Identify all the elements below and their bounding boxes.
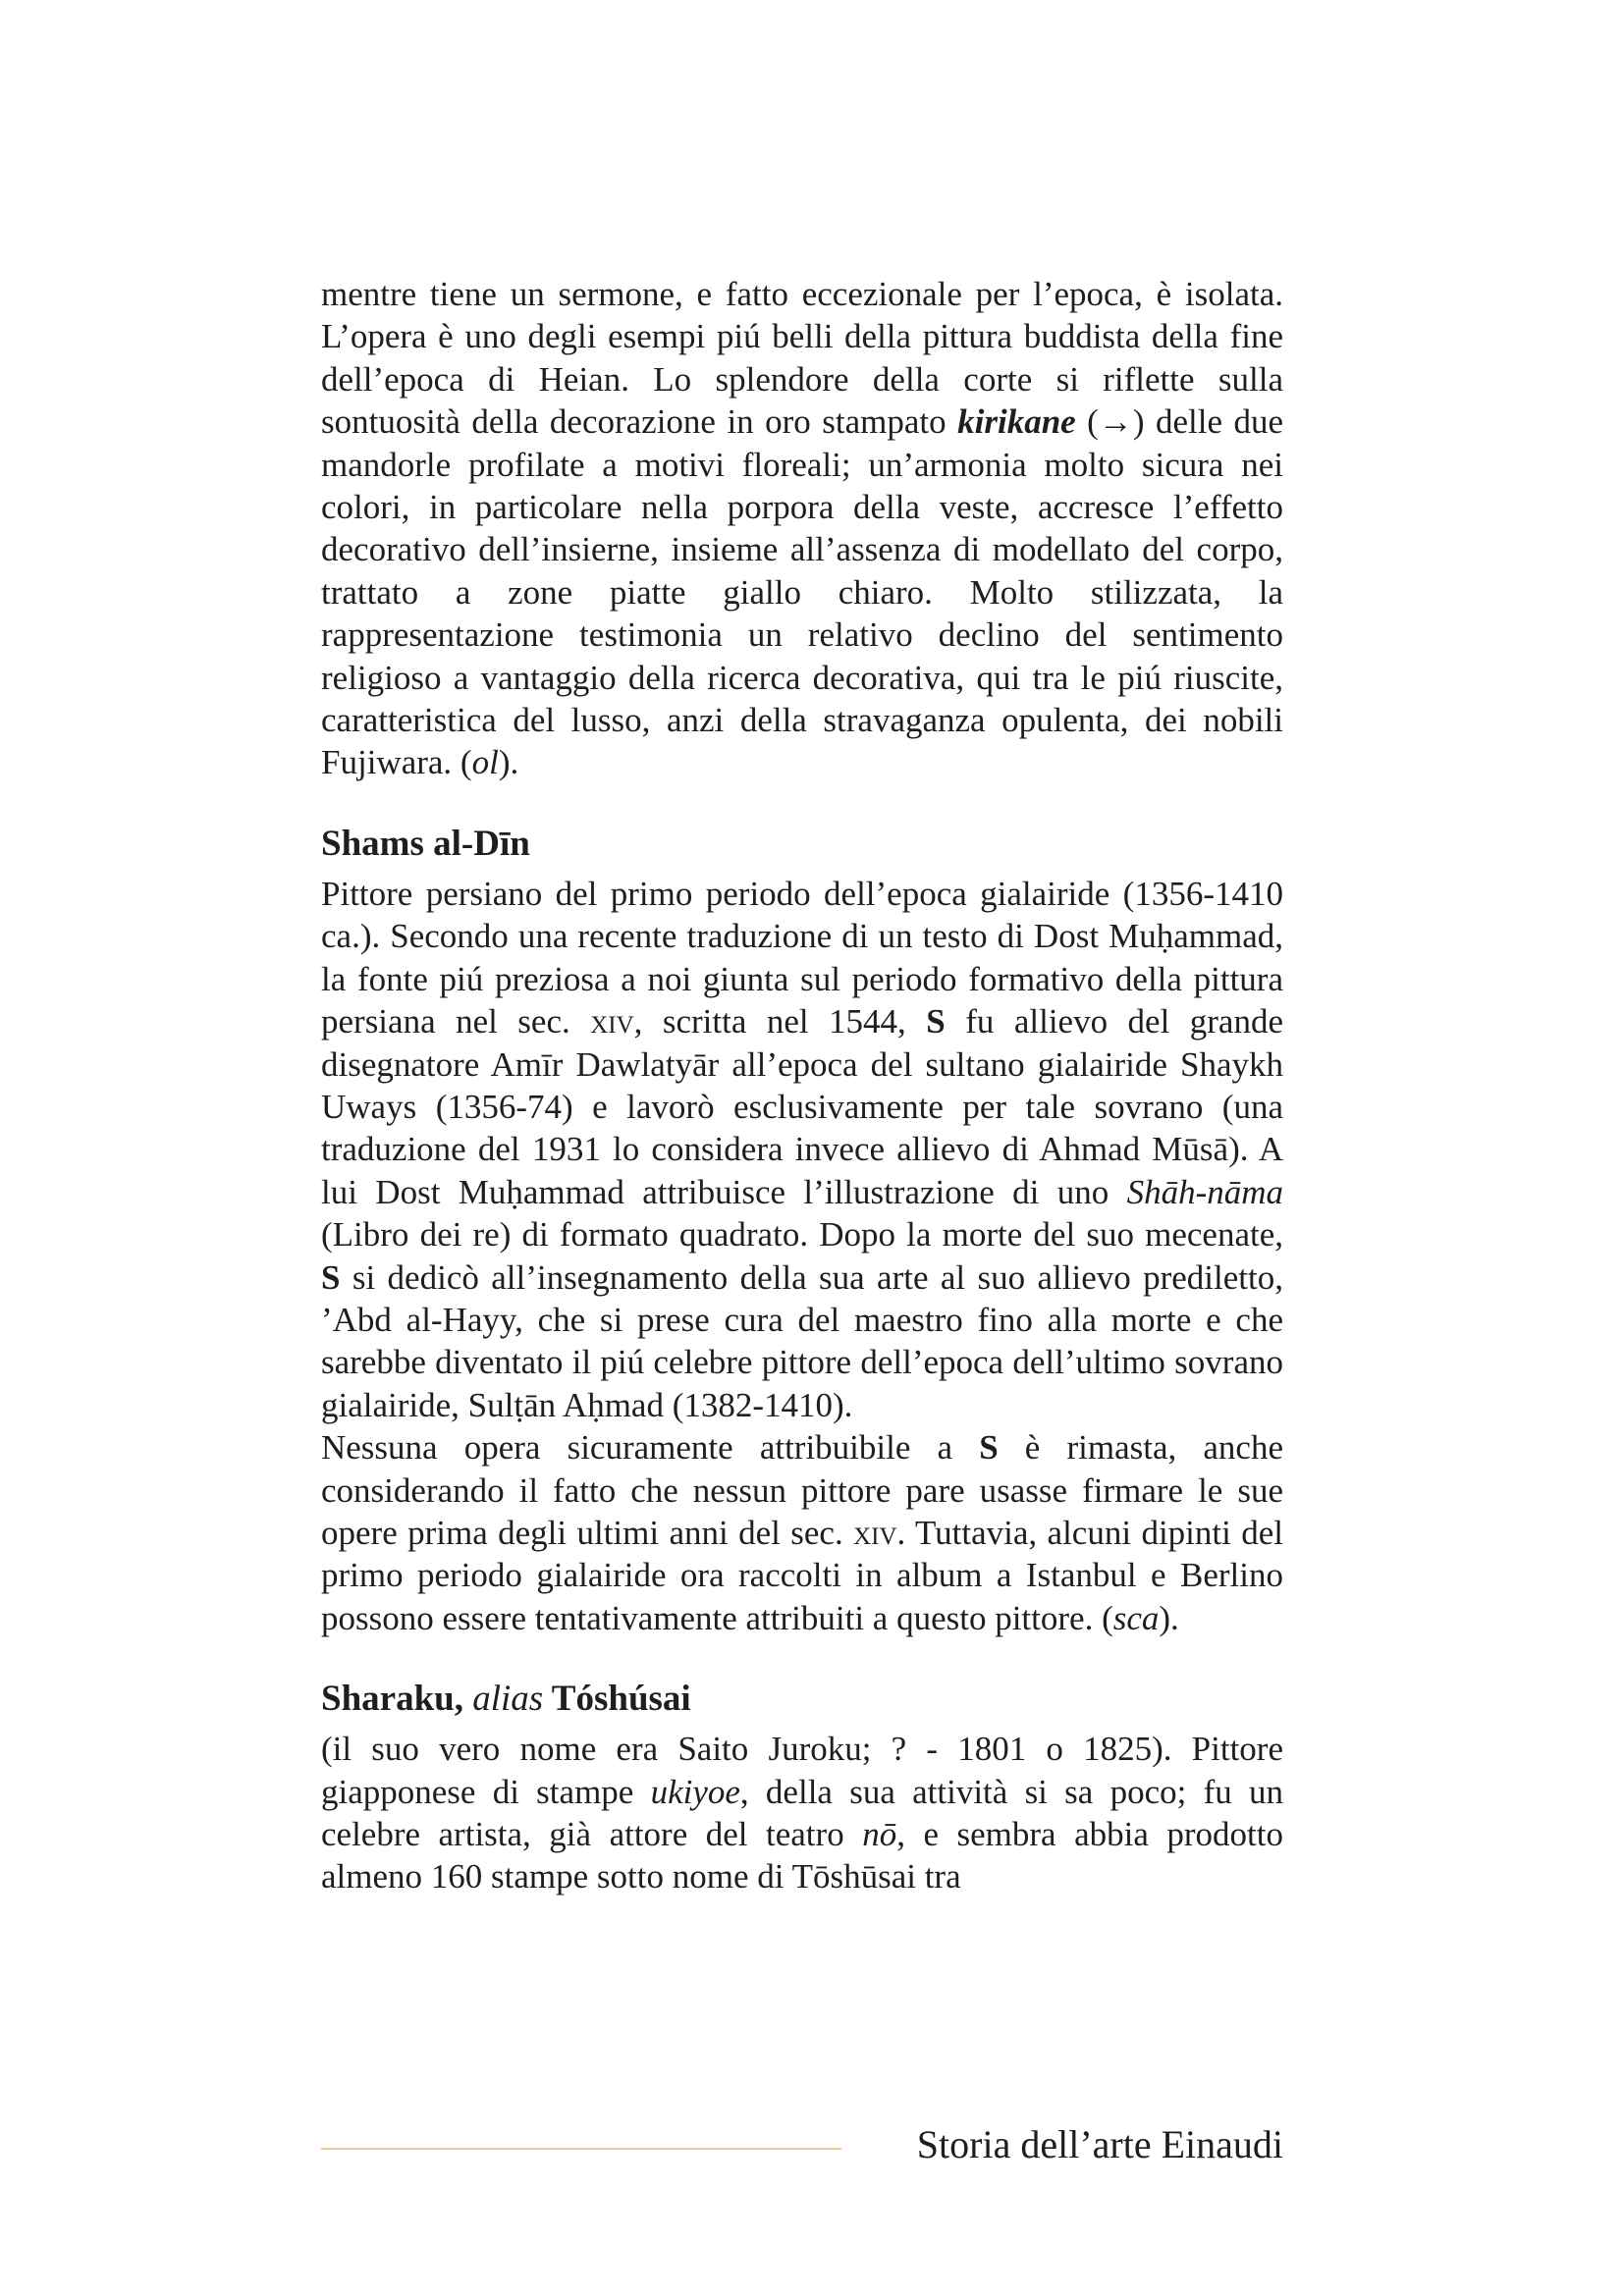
- text-run: . Tuttavia, alcuni dipinti del primo periodo gialairide ora raccolti in album a Istanbul e Berlino possono essere tentativamente attribuiti a questo pittore. (: [321, 1513, 1283, 1637]
- text-run: si dedicò all’insegnamento della sua arte al suo allievo prediletto, ’Abd al-Hayy, che si prese cura del maestro fino alla morte e che sarebbe diventato il piú celebre pittore dell’epoca dell’ultimo sovrano gialairide, Sulṭān Aḥmad (1382-1410).: [321, 1257, 1283, 1424]
- text-run: ).: [1159, 1598, 1179, 1637]
- text-run: (→) delle due mandorle profilate a motivi floreali; un’armonia molto sicura nei colori, in particolare nella porpora della veste, accresce l’effetto decorativo dell’insierne, insieme all’assenza di modellato del corpo, trattato a zone piatte giallo chiaro. Molto stilizzata, la rappresentazione testimonia un relativo declino del sentimento religioso a vantaggio della ricerca decorativa, qui tra le piú riuscite, caratteristica del lusso, anzi della stravaganza opulenta, dei nobili Fujiwara. (: [321, 402, 1283, 782]
- footer-title: Storia dell’arte Einaudi: [916, 2122, 1283, 2166]
- work-title: Shāh-nāma: [1126, 1172, 1283, 1211]
- continuation-paragraph: [321, 273, 1283, 784]
- entry-title-shams: Shams al-Dīn: [321, 823, 530, 864]
- entry-initial: S: [926, 1002, 946, 1041]
- text-run: Pittore persiano del primo periodo dell’epoca gialairide (1356-1410 ca.). Secondo una recente traduzione di un testo di Dost Muḥammad, la fonte piú preziosa a noi giunta sul periodo formativo della pittura persiana nel sec.: [321, 874, 1283, 1041]
- title-second-name: Tóshúsai: [551, 1679, 691, 1720]
- footer-rule: [321, 2148, 841, 2150]
- century-numeral: xiv: [853, 1513, 897, 1552]
- title-alias: alias: [472, 1679, 544, 1720]
- text-run: fu allievo del grande disegnatore Amīr Dawlatyār all’epoca del sultano gialairide Shaykh Uways (1356-74) e lavorò esclusivamente per tale sovrano (una traduzione del 1931 lo considera invece allievo di Ahmad Mūsā). A lui Dost Muḥammad attribuisce l’illustrazione di uno: [321, 1002, 1283, 1211]
- page-footer: [321, 2120, 1283, 2169]
- entry-initial: S: [321, 1257, 341, 1297]
- century-numeral: xiv: [590, 1002, 634, 1041]
- sharaku-paragraph-1: [321, 1728, 1283, 1898]
- author-initials: ol: [471, 743, 499, 782]
- entry-title-sharaku: [321, 1677, 1283, 1722]
- text-run: Nessuna opera sicuramente attribuibile a: [321, 1428, 980, 1468]
- shams-paragraph-1: [321, 873, 1283, 1426]
- term-kirikane: kirikane: [957, 402, 1076, 442]
- text-run: , della sua attività si sa poco; fu un celebre artista, già attore del teatro: [321, 1772, 1284, 1853]
- author-initials: sca: [1112, 1598, 1160, 1637]
- shams-paragraph-2: [321, 1426, 1283, 1639]
- text-run: (il suo vero nome era Saito Juroku; ? - 1801 o 1825). Pittore giapponese di stampe: [321, 1730, 1283, 1811]
- entry-initial: S: [979, 1428, 999, 1468]
- term-no: nō: [862, 1815, 897, 1853]
- title-name: Sharaku,: [321, 1679, 463, 1720]
- term-ukiyoe: ukiyoe: [650, 1772, 740, 1811]
- text-run: , scritta nel 1544,: [633, 1002, 927, 1041]
- text-run: è rimasta, anche considerando il fatto che nessun pittore pare usasse firmare le sue opere prima degli ultimi anni del sec.: [321, 1428, 1283, 1552]
- text-run: mentre tiene un sermone, e fatto eccezionale per l’epoca, è isolata. L’opera è uno degli esempi piú belli della pittura buddista della fine dell’epoca di Heian. Lo splendore della corte si riflette sulla sontuosità della decorazione in oro stampato: [321, 275, 1283, 442]
- text-run: ).: [498, 743, 519, 782]
- text-run: (Libro dei re) di formato quadrato. Dopo la morte del suo mecenate,: [321, 1215, 1283, 1255]
- text-run: , e sembra abbia prodotto almeno 160 stampe sotto nome di Tōshūsai tra: [321, 1815, 1283, 1896]
- page-body: [321, 273, 1283, 1898]
